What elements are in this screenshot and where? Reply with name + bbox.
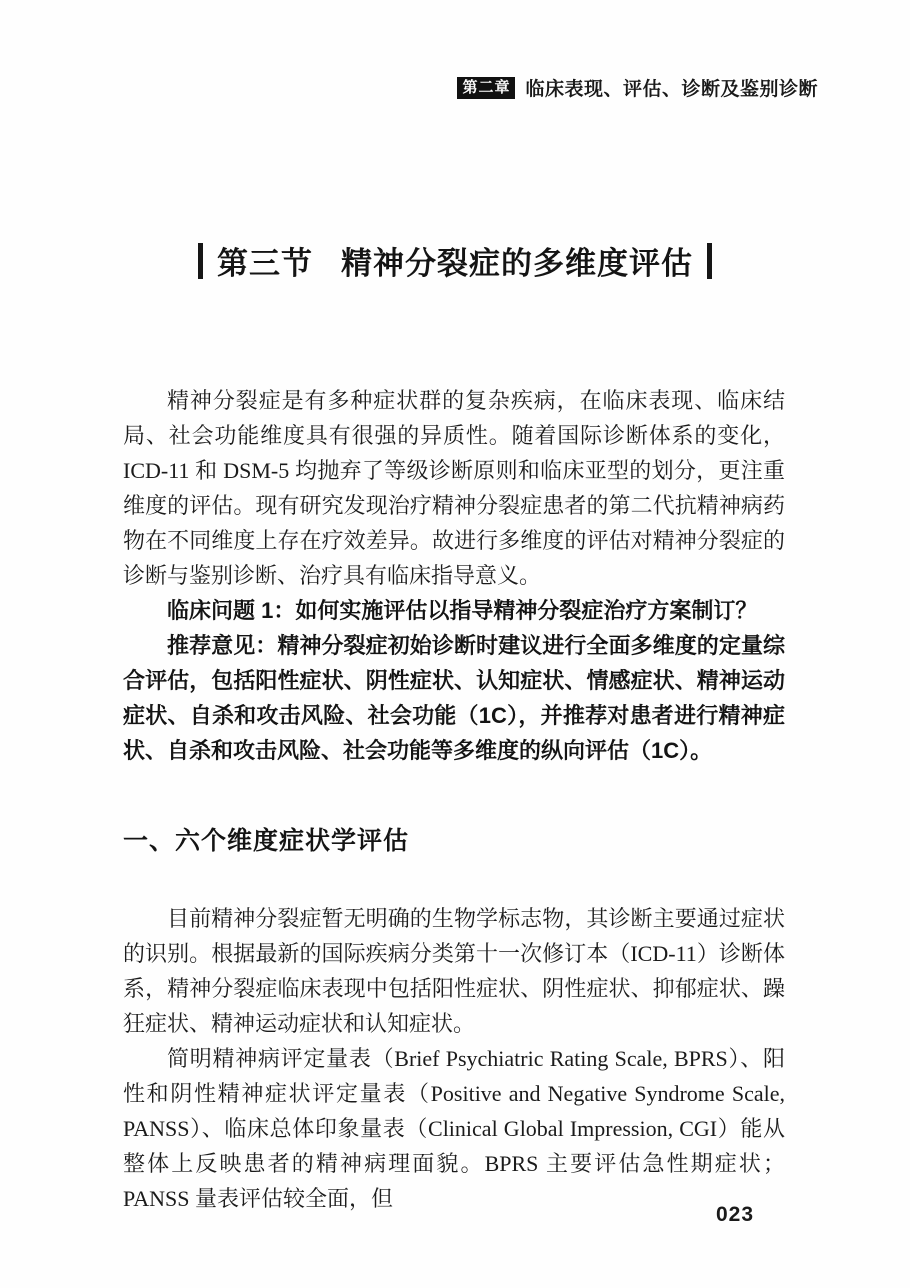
text-column xyxy=(123,383,785,1216)
scales-paragraph: 简明精神病评定量表（Brief Psychiatric Rating Scale, BPRS）、阳性和阴性精神症状评定量表（Positive and Negative Syndrome Scale, PANSS）、临床总体印象量表（Clinical Global Impression, CGI）能从整体上反映患者的精神病理面貌。BPRS 主要评估急性期症状；PANSS 量表评估较全面，但 xyxy=(123,1046,785,1211)
section-name: 精神分裂症的多维度评估 xyxy=(341,246,693,281)
section-title-text xyxy=(217,238,693,283)
intro-paragraph: 精神分裂症是有多种症状群的复杂疾病，在临床表现、临床结局、社会功能维度具有很强的异质性。随着国际诊断体系的变化，ICD-11 和 DSM-5 均抛弃了等级诊断原则和临床亚型的划分，更注重维度的评估。现有研究发现治疗精神分裂症患者的第二代抗精神病药物在不同维度上存在疗效差异。故进行多维度的评估对精神分裂症的诊断与鉴别诊断、治疗具有临床指导意义。 xyxy=(123,388,785,588)
section-title xyxy=(0,238,910,283)
subsection-heading: 一、六个维度症状学评估 xyxy=(123,827,410,855)
running-header xyxy=(457,74,818,101)
clinical-question-paragraph: 临床问题 1：如何实施评估以指导精神分裂症治疗方案制订？ xyxy=(167,598,758,623)
title-rule-left xyxy=(198,243,203,279)
section-number: 第三节 xyxy=(217,246,313,281)
page-number: 023 xyxy=(716,1203,755,1226)
title-rule-right xyxy=(707,243,712,279)
recommendation-paragraph: 推荐意见：精神分裂症初始诊断时建议进行全面多维度的定量综合评估，包括阳性症状、阴性症状、认知症状、情感症状、精神运动症状、自杀和攻击风险、社会功能（1C），并推荐对患者进行精神症状、自杀和攻击风险、社会功能等多维度的纵向评估（1C）。 xyxy=(123,633,785,763)
chapter-badge: 第二章 xyxy=(457,77,515,99)
running-header-title: 临床表现、评估、诊断及鉴别诊断 xyxy=(525,79,818,100)
dimensions-intro-paragraph: 目前精神分裂症暂无明确的生物学标志物，其诊断主要通过症状的识别。根据最新的国际疾病分类第十一次修订本（ICD-11）诊断体系，精神分裂症临床表现中包括阳性症状、阴性症状、抑郁症状、躁狂症状、精神运动症状和认知症状。 xyxy=(123,906,785,1036)
